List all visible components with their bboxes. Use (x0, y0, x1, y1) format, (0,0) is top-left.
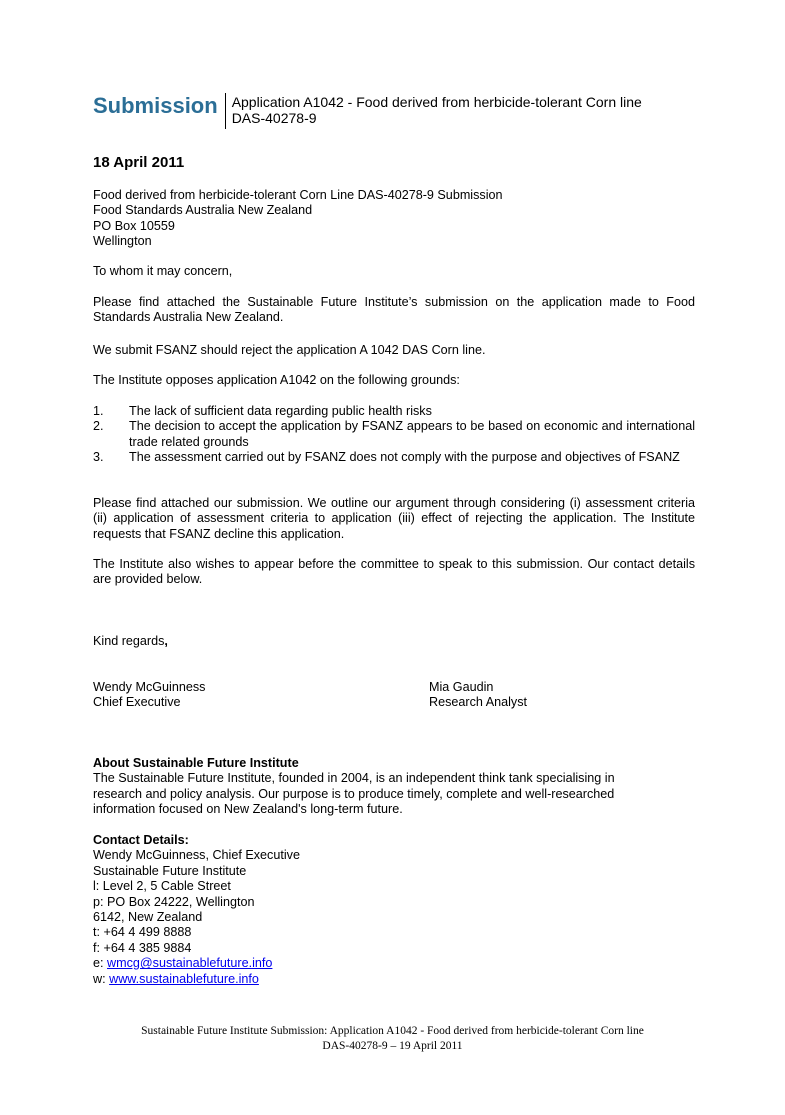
list-text: The decision to accept the application by FSANZ appears to be based on economic and international trade related grounds (129, 419, 695, 449)
contact-line: t: +64 4 499 8888 (93, 925, 192, 940)
letter-date: 18 April 2011 (93, 154, 185, 171)
document-header (93, 91, 642, 129)
contact-line: Wendy McGuinness, Chief Executive (93, 848, 300, 863)
page-footer (0, 1024, 785, 1054)
address-line: Wellington (93, 234, 152, 249)
list-number: 2. (93, 419, 104, 434)
paragraph-opposes: The Institute opposes application A1042 on the following grounds: (93, 373, 460, 387)
signatory-title: Chief Executive (93, 695, 181, 710)
about-section (93, 756, 653, 818)
paragraph-attached: Please find attached the Sustainable Future Institute’s submission on the application made to Food Standards Australia New Zealand. (93, 295, 695, 325)
contact-line: l: Level 2, 5 Cable Street (93, 879, 231, 894)
grounds-list (93, 404, 695, 466)
application-title (226, 91, 642, 126)
list-text: The assessment carried out by FSANZ does not comply with the purpose and objectives of FSANZ (129, 450, 680, 465)
closing-text: Kind regards (93, 634, 165, 648)
list-item (93, 450, 695, 465)
email-prefix: e: (93, 956, 108, 971)
list-text: The lack of sufficient data regarding public health risks (129, 404, 432, 418)
website-link[interactable]: www.sustainablefuture.info (109, 971, 259, 986)
list-item (93, 419, 695, 450)
signatory-2 (429, 680, 527, 711)
about-heading: About Sustainable Future Institute (93, 756, 299, 770)
contact-heading: Contact Details: (93, 833, 189, 847)
address-line: Food derived from herbicide-tolerant Corn Line DAS-40278-9 Submission (93, 188, 503, 202)
contact-line: f: +64 4 385 9884 (93, 940, 192, 955)
address-line: PO Box 10559 (93, 218, 175, 233)
application-title-line2: DAS-40278-9 (231, 110, 317, 126)
list-item (93, 404, 695, 419)
salutation: To whom it may concern, (93, 264, 233, 278)
about-text: The Sustainable Future Institute, founded in 2004, is an independent think tank specialising in research and policy analysis. Our purpose is to produce timely, complete and well-researched information focused on New Zealand's long-term future. (93, 771, 615, 817)
contact-email-line (93, 956, 695, 971)
paragraph-appear: The Institute also wishes to appear before the committee to speak to this submission. Our contact details are provided below. (93, 557, 695, 587)
paragraph-reject: We submit FSANZ should reject the application A 1042 DAS Corn line. (93, 343, 486, 357)
contact-web-line (93, 972, 695, 987)
closing (93, 634, 695, 649)
contact-line: 6142, New Zealand (93, 910, 203, 925)
list-number: 1. (93, 404, 104, 418)
web-prefix: w: (93, 971, 110, 986)
recipient-address (93, 188, 695, 250)
paragraph-argument: Please find attached our submission. We outline our argument through considering (i) assessment criteria (ii) application of assessment criteria to application (iii) effect of rejecting the application. The Institute requests that FSANZ decline this application. (93, 496, 695, 541)
signatory-name: Wendy McGuinness (93, 680, 206, 694)
contact-line: p: PO Box 24222, Wellington (93, 894, 255, 909)
email-link[interactable]: wmcg@sustainablefuture.info (107, 956, 273, 971)
footer-line1: Sustainable Future Institute Submission: Application A1042 - Food derived from herbicide-tolerant Corn line (141, 1025, 644, 1037)
footer-line2: DAS-40278-9 – 19 April 2011 (322, 1040, 463, 1052)
contact-section (93, 833, 695, 987)
signatory-name: Mia Gaudin (429, 680, 494, 694)
submission-label: Submission (93, 93, 218, 118)
signatory-title: Research Analyst (429, 695, 528, 710)
list-number: 3. (93, 450, 104, 465)
application-title-line1: Application A1042 - Food derived from herbicide-tolerant Corn line (231, 94, 642, 110)
address-line: Food Standards Australia New Zealand (93, 203, 313, 218)
contact-line: Sustainable Future Institute (93, 863, 247, 878)
signatory-1 (93, 680, 205, 711)
closing-comma: , (164, 634, 168, 648)
